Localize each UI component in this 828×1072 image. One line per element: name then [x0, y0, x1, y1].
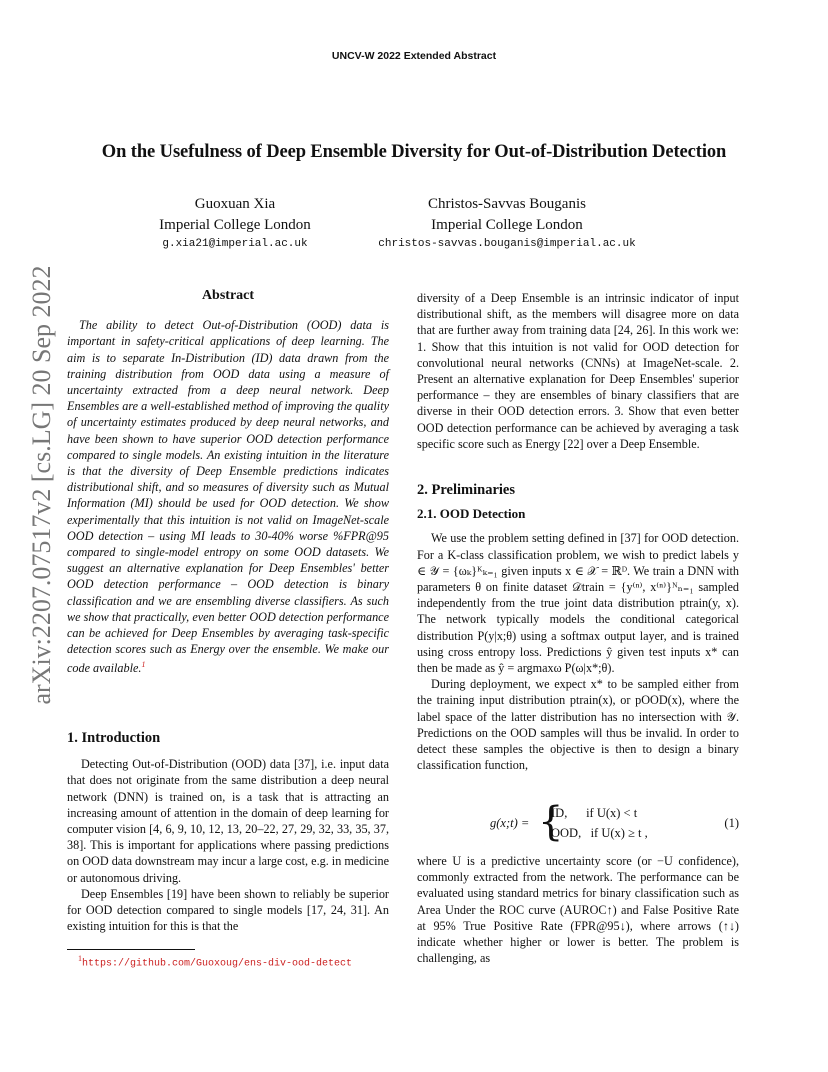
- footnote-rule: [67, 949, 195, 950]
- author-block-1: [135, 194, 335, 252]
- footnote-marker: 1: [141, 660, 146, 670]
- author-block-2: [357, 194, 657, 252]
- paragraph: where U is a predictive uncertainty score (or −U confidence), commonly extracted from the network. The performance can be evaluated using standard metrics for binary classification such as Area Under the ROC curve (AUROC↑) and False Positive Rate at 95% True Positive Rate (FPR@95↓), where arrows (↑↓) indicate whether higher or lower is better. The problem is challenging, as: [417, 854, 739, 966]
- subsection-heading: 2.1. OOD Detection: [417, 506, 526, 522]
- author-email: christos-savvas.bouganis@imperial.ac.uk: [378, 238, 636, 250]
- abstract-section: [67, 288, 389, 677]
- paragraph: During deployment, we expect x* to be sampled either from the training input distribution ptrain(x), or pOOD(x), where the label space of the latter distribution has no intersection with 𝒴. Predictions on the OOD samples will thus be invalid. In order to detect these samples the objective is then to design a binary classification function,: [417, 677, 739, 773]
- paper-title: On the Usefulness of Deep Ensemble Diversity for Out-of-Distribution Detection: [101, 142, 727, 162]
- footnote-link[interactable]: https://github.com/Guoxoug/ens-div-ood-detect: [82, 958, 353, 970]
- abstract-heading: Abstract: [201, 288, 255, 303]
- intro-continued: [417, 290, 739, 452]
- author-affiliation: Imperial College London: [431, 217, 583, 233]
- paragraph: We use the problem setting defined in [37] for OOD detection. For a K-class classification problem, we wish to predict labels y ∈ 𝒴 = {ωₖ}ᴷₖ₌₁ given inputs x ∈ 𝒳 = ℝᴰ. We train a DNN with parameters θ on finite dataset 𝒟train = {y⁽ⁿ⁾, x⁽ⁿ⁾}ᴺₙ₌₁ sampled independently from the true joint data distribution ptrain(y, x). The network typically models the conditional categorical distribution P(y|x;θ) using a softmax output layer, and is trained using cross entropy loss. Predictions ŷ given test inputs x* can then be made as ŷ = argmaxω P(ω|x*;θ).: [417, 531, 739, 676]
- equation-lhs: g(x;t) =: [490, 816, 530, 830]
- author-name: Christos-Savvas Bouganis: [428, 196, 586, 212]
- author-affiliation: Imperial College London: [159, 217, 311, 233]
- paragraph: Deep Ensembles [19] have been shown to reliably be superior for OOD detection compared to single models [17, 24, 31]. An existing intuition for this is that the: [67, 886, 389, 934]
- section-heading: 1. Introduction: [67, 730, 161, 746]
- preliminaries-continued: [417, 853, 739, 966]
- section-heading: 2. Preliminaries: [417, 482, 515, 498]
- preliminaries-section: [417, 482, 739, 773]
- equation-number: (1): [724, 816, 739, 830]
- equation-case: OOD, if U(x) ≥ t ,: [551, 826, 648, 840]
- paragraph: Detecting Out-of-Distribution (OOD) data [37], i.e. input data that does not originate from the same distribution a deep neural network (DNN) is trained on, is a task that is attracting an increasing amount of attention in the domain of deep learning for computer vision [4, 6, 9, 10, 12, 13, 20–22, 27, 29, 32, 33, 35, 37, 38]. This is important for applications where passing predictions on OOD data downstream may incur a large cost, e.g. in medicine or autonomous driving.: [67, 757, 389, 885]
- arxiv-identifier: arXiv:2207.07517v2 [cs.LG] 20 Sep 2022: [27, 265, 56, 705]
- paragraph: diversity of a Deep Ensemble is an intrinsic indicator of input distributional shift, as the members will disagree more on data that are further away from training data [24, 26]. In this work we: 1. Show that this intuition is not valid for OOD detection for convolutional neural networks (CNNs) at ImageNet-scale. 2. Present an alternative explanation for Deep Ensembles' superior performance – they are ensembles of binary classifiers that are diverse in their OOD detection errors. 3. Show that even better OOD detection performance can be achieved by averaging a task specific score such as Energy [22] over a Deep Ensemble.: [417, 291, 739, 451]
- author-name: Guoxuan Xia: [194, 196, 276, 212]
- author-email: g.xia21@imperial.ac.uk: [162, 238, 308, 250]
- footnote: [78, 954, 352, 969]
- introduction-section: [67, 730, 389, 934]
- footnote-number: 1: [78, 954, 82, 963]
- abstract-body: [67, 317, 389, 677]
- conference-header: UNCV-W 2022 Extended Abstract: [331, 50, 497, 62]
- brace-glyph: {: [538, 799, 564, 845]
- equation-case: ID, if U(x) < t: [551, 806, 638, 820]
- abstract-text: The ability to detect Out-of-Distribution (OOD) data is important in safety-critical applications of deep learning. The aim is to separate In-Distribution (ID) data drawn from the training distribution from OOD data using a measure of uncertainty extracted from a deep neural network. Deep Ensembles are a well-established method of improving the quality of uncertainty estimates produced by deep neural networks, and have been shown to have superior OOD detection performance compared to single models. An existing intuition in the literature is that the diversity of Deep Ensemble predictions indicates distributional shift, and so measures of diversity such as Mutual Information (MI) should be used for OOD detection. We show experimentally that this intuition is not valid on ImageNet-scale OOD detection – using MI leads to 30-40% worse %FPR@95 compared to single-model entropy on some OOD datasets. We suggest an alternative explanation for Deep Ensembles' better OOD detection performance – OOD detection is binary classification and we are ensembling diverse classifiers. As such we show that practically, even better OOD detection performance can be achieved for Deep Ensembles by averaging task-specific detection scores such as Energy over the ensemble. We make our code available.: [67, 318, 389, 676]
- equation-1: [417, 799, 739, 848]
